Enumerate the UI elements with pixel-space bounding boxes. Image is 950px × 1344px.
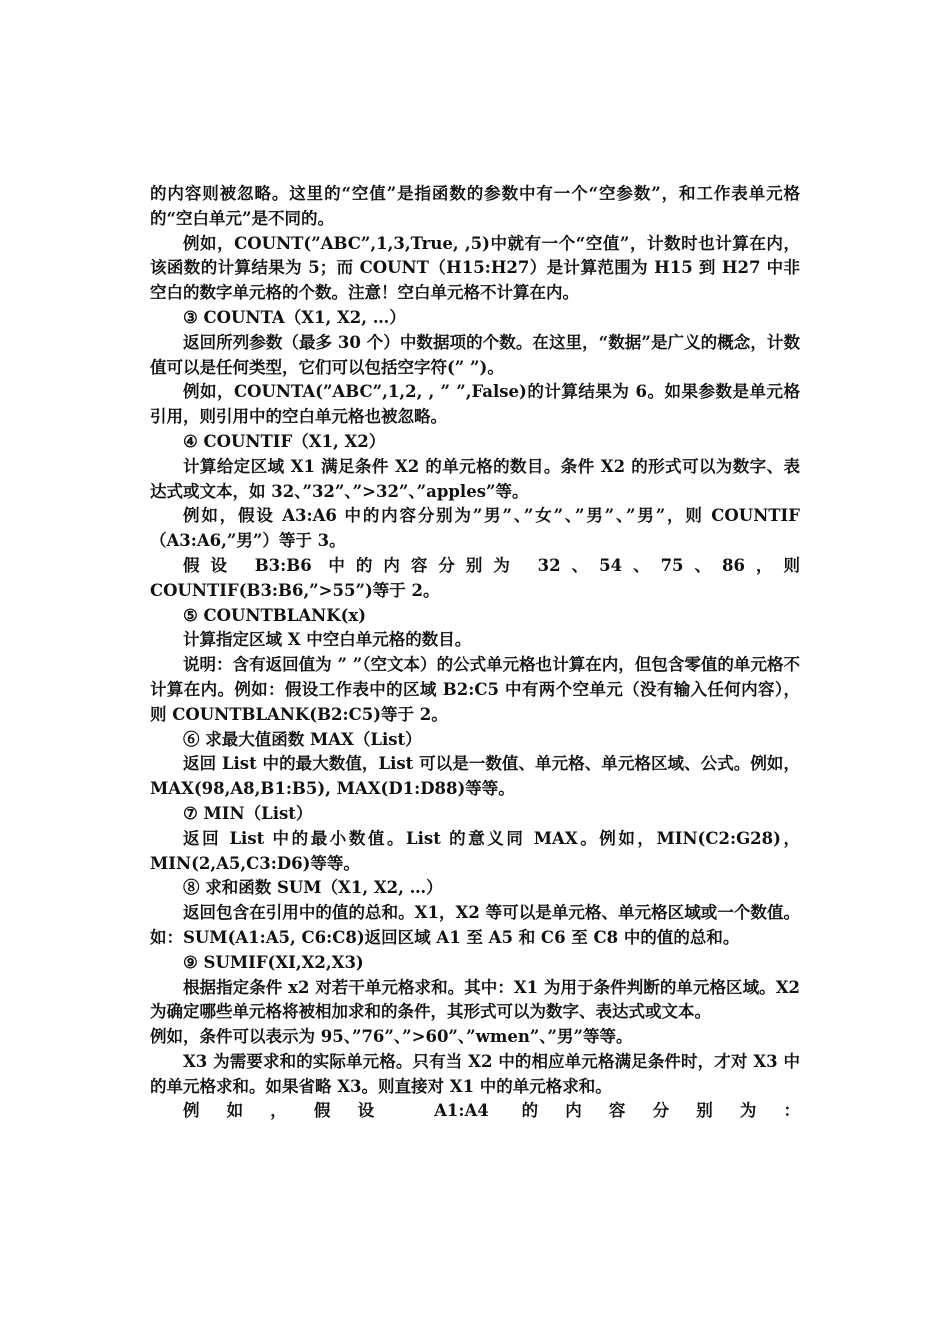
paragraph-countif-example-2: 假设 B3:B6 中的内容分别为 32、54、75、86，则 COUNTIF(B3:B6,”>55”)等于 2。 <box>150 555 800 600</box>
paragraph-countif-example-1: 例如，假设 A3:A6 中的内容分别为”男”、”女”、”男”、”男”，则 COUNTIF（A3:A6,”男”）等于 3。 <box>150 506 800 551</box>
paragraph-sumif-condition-example: 例如，条件可以表示为 95、”76”、”>60”、”wmen”、”男”等等。 <box>150 1027 633 1047</box>
paragraph-sumif-x3: X3 为需要求和的实际单元格。只有当 X2 中的相应单元格满足条件时，才对 X3 中的单元格求和。如果省略 X3。则直接对 X1 中的单元格求和。 <box>150 1051 800 1096</box>
heading-countif: ④ COUNTIF（X1, X2） <box>183 431 386 451</box>
paragraph-max-desc: 返回 List 中的最大数值，List 可以是一数值、单元格、单元格区域、公式。例如，MAX(98,A8,B1:B5), MAX(D1:D88)等等。 <box>150 754 800 799</box>
paragraph-min-desc: 返回 List 中的最小数值。List 的意义同 MAX。例如，MIN(C2:G28)，MIN(2,A5,C3:D6)等等。 <box>150 828 800 873</box>
paragraph-sumif-desc: 根据指定条件 x2 对若干单元格求和。其中：X1 为用于条件判断的单元格区域。X2 为确定哪些单元格将被相加求和的条件，其形式可以为数字、表达式或文本。 <box>150 977 800 1022</box>
paragraph-sumif-example: 例如，假设 A1:A4 的内容分别为： <box>183 1101 800 1121</box>
paragraph-counta-example: 例如，COUNTA(”ABC”,1,2, , ” ”,False)的计算结果为 6。如果参数是单元格引用，则引用中的空白单元格也被忽略。 <box>150 382 800 427</box>
paragraph-counta-desc: 返回所列参数（最多 30 个）中数据项的个数。在这里，“数据”是广义的概念，计数值可以是任何类型，它们可以包括空字符(” ”)。 <box>150 332 800 377</box>
paragraph-countblank-note: 说明：含有返回值为 ” ”（空文本）的公式单元格也计算在内，但包含零值的单元格不计算在内。例如：假设工作表中的区域 B2:C5 中有两个空单元（没有输入任何内容），则 COUNTBLANK(B2:C5)等于 2。 <box>150 655 800 724</box>
paragraph-2: 例如，COUNT(”ABC”,1,3,True, ,5)中就有一个“空值”，计数时也计算在内，该函数的计算结果为 5；而 COUNT（H15:H27）是计算范围为 H15 到 H27 中非空白的数字单元格的个数。注意！空白单元格不计算在内。 <box>150 233 800 303</box>
paragraph-countblank-desc: 计算指定区域 X 中空白单元格的数目。 <box>183 630 472 650</box>
heading-max: ⑥ 求最大值函数 MAX（List） <box>183 729 422 749</box>
heading-min: ⑦ MIN（List） <box>183 803 313 823</box>
document-body <box>150 182 800 1124</box>
heading-sum: ⑧ 求和函数 SUM（X1, X2, …） <box>183 878 443 898</box>
heading-countblank: ⑤ COUNTBLANK(x) <box>183 605 367 625</box>
heading-counta: ③ COUNTA（X1, X2, …） <box>183 307 406 327</box>
paragraph-sum-desc: 返回包含在引用中的值的总和。X1，X2 等可以是单元格、单元格区域或一个数值。如：SUM(A1:A5, C6:C8)返回区域 A1 至 A5 和 C6 至 C8 中的值的总和。 <box>150 903 800 947</box>
paragraph-1: 的内容则被忽略。这里的“空值”是指函数的参数中有一个“空参数”，和工作表单元格的“空白单元”是不同的。 <box>150 184 800 228</box>
heading-sumif: ⑨ SUMIF(XI,X2,X3) <box>183 952 364 972</box>
paragraph-countif-desc: 计算给定区域 X1 满足条件 X2 的单元格的数目。条件 X2 的形式可以为数字、表达式或文本，如 32、”32”、”>32”、”apples”等。 <box>150 456 800 501</box>
